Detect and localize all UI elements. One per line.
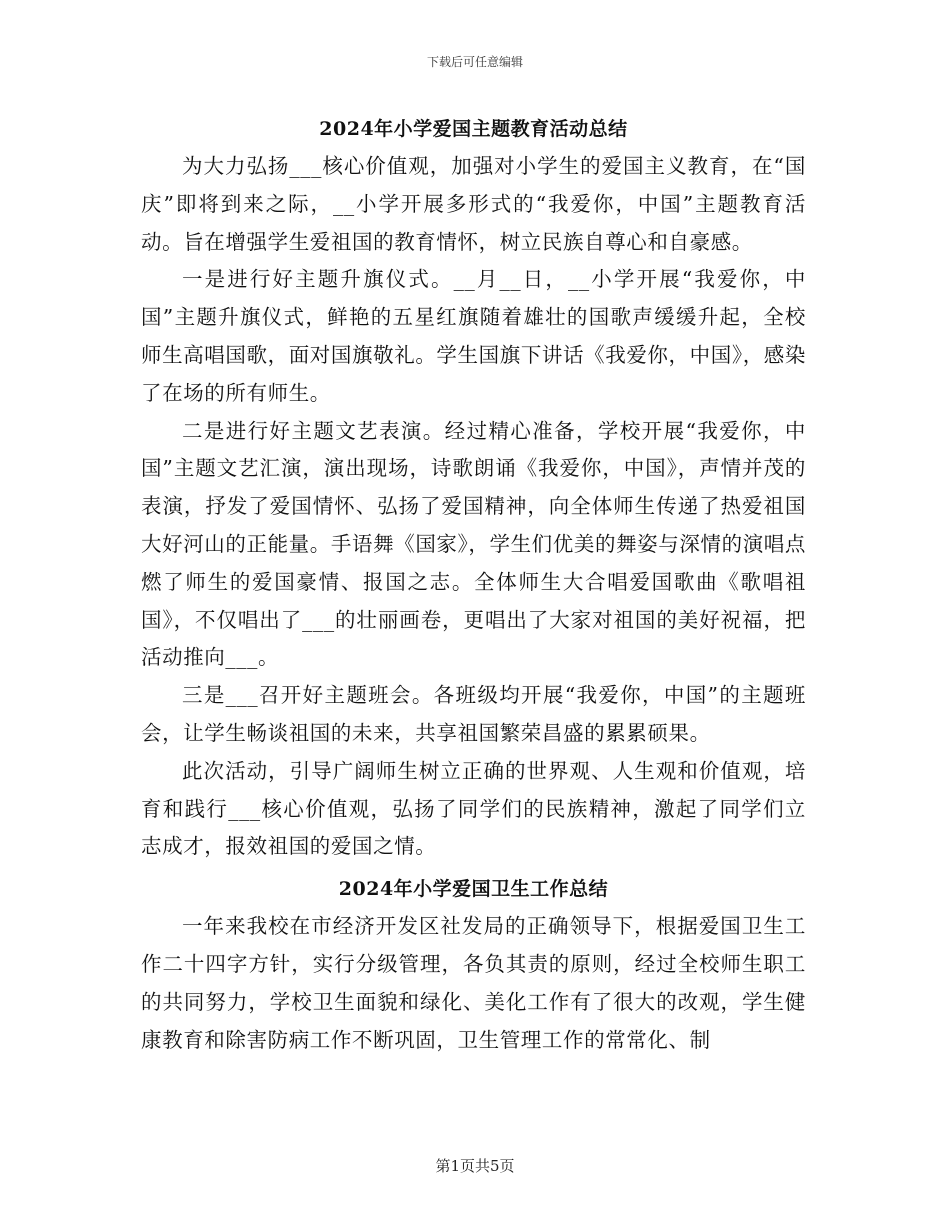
section-1-paragraph-1: 为大力弘扬___核心价值观，加强对小学生的爱国主义教育，在“国庆”即将到来之际，__小学开展多形式的“我爱你，中国”主题教育活动。旨在增强学生爱祖国的教育情怀，树立民族自尊心和自豪感。 (141, 154, 806, 254)
header-note: 下载后可任意编辑 (426, 55, 523, 69)
page-number: 第1页共5页 (435, 1157, 515, 1175)
section-1-title: 2024年小学爱国主题教育活动总结 (319, 118, 628, 140)
section-2-title: 2024年小学爱国卫生工作总结 (338, 878, 609, 901)
section-1-paragraph-2: 一是进行好主题升旗仪式。__月__日，__小学开展“我爱你，中国”主题升旗仪式，鲜艳的五星红旗随着雄壮的国歌声缓缓升起，全校师生高唱国歌，面对国旗敬礼。学生国旗下讲话《我爱你，中国》，感染了在场的所有师生。 (141, 267, 806, 405)
document-body (141, 104, 806, 1059)
section-1-paragraph-5: 此次活动，引导广阔师生树立正确的世界观、人生观和价值观，培育和践行___核心价值观，弘扬了同学们的民族精神，激起了同学们立志成才，报效祖国的爱国之情。 (141, 758, 806, 859)
section-1-paragraph-3: 二是进行好主题文艺表演。经过精心准备，学校开展“我爱你，中国”主题文艺汇演，演出现场，诗歌朗诵《我爱你，中国》，声情并茂的表演，抒发了爱国情怀、弘扬了爱国精神，向全体师生传递了热爱祖国大好河山的正能量。手语舞《国家》，学生们优美的舞姿与深情的演唱点燃了师生的爱国豪情、报国之志。全体师生大合唱爱国歌曲《歌唱祖国》，不仅唱出了___的壮丽画卷，更唱出了大家对祖国的美好祝福，把活动推向___。 (141, 418, 806, 670)
section-2-paragraph-1: 一年来我校在市经济开发区社发局的正确领导下，根据爱国卫生工作二十四字方针，实行分级管理，各负其责的原则，经过全校师生职工的共同努力，学校卫生面貌和绿化、美化工作有了很大的改观，学生健康教育和除害防病工作不断巩固，卫生管理工作的常常化、制 (141, 914, 806, 1052)
section-1-paragraph-4: 三是___召开好主题班会。各班级均开展“我爱你，中国”的主题班会，让学生畅谈祖国的未来，共享祖国繁荣昌盛的累累硕果。 (141, 683, 806, 745)
